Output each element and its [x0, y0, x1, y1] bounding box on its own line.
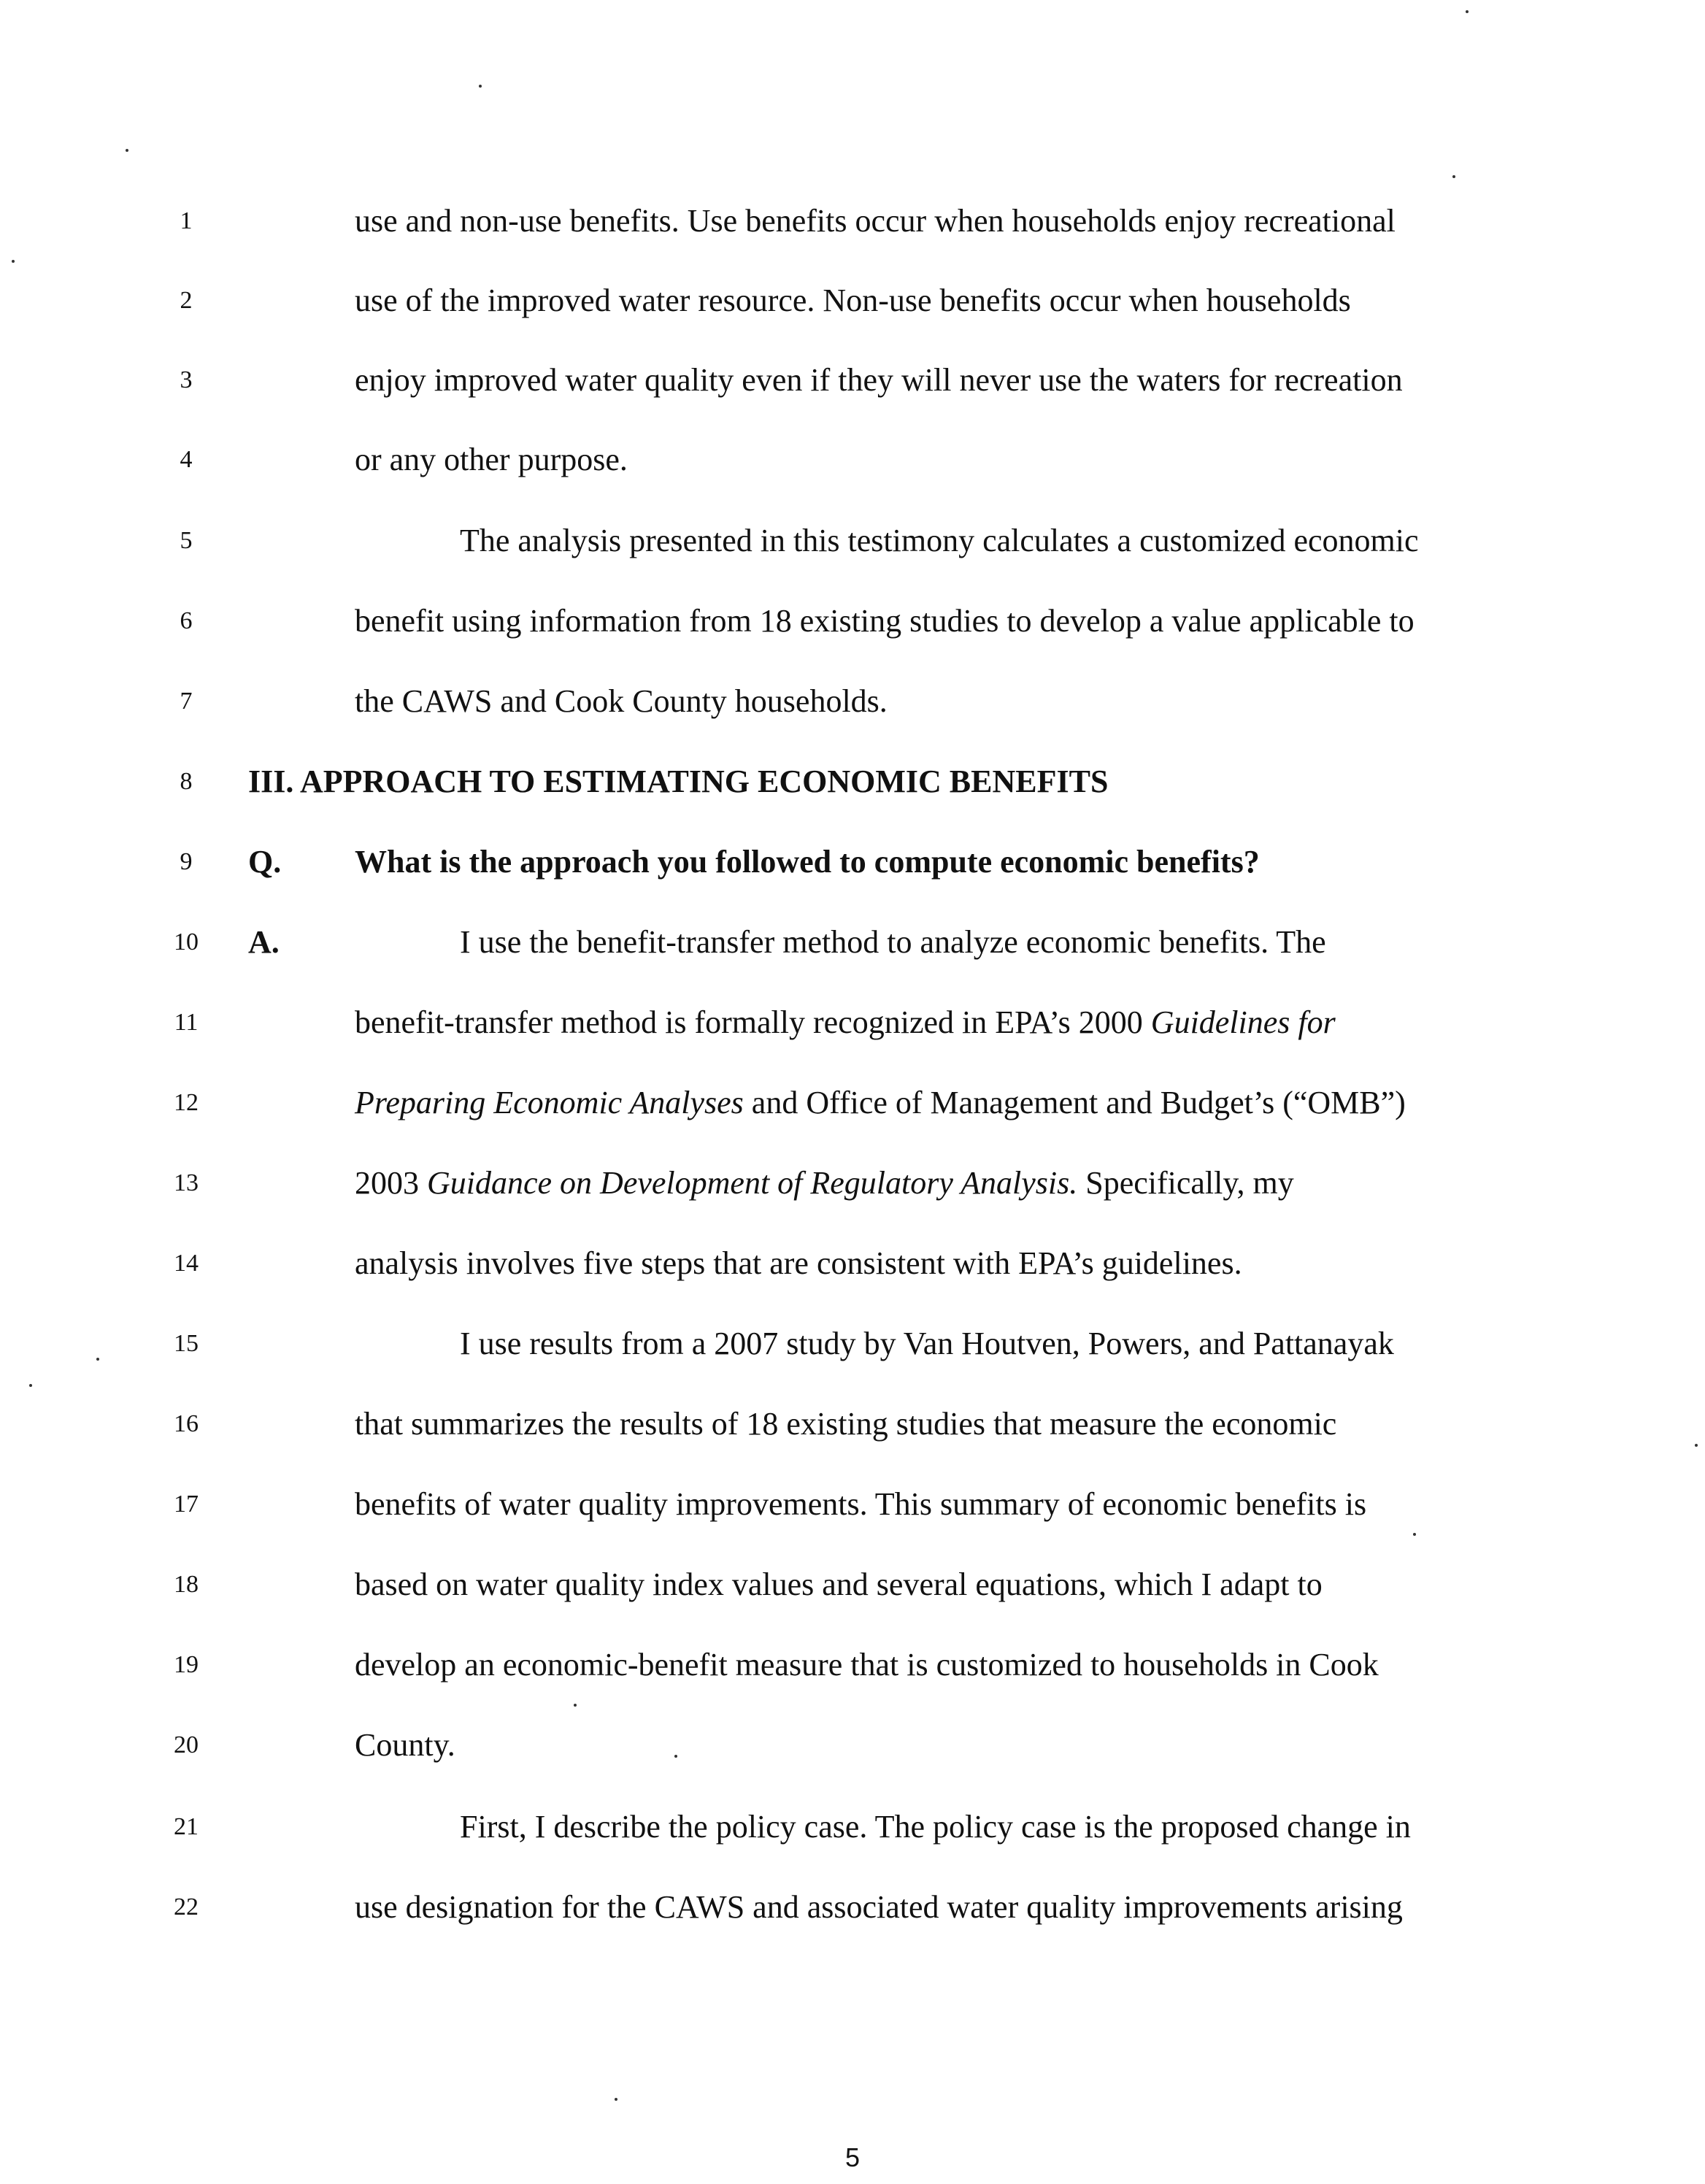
scan-speck: [1452, 175, 1455, 178]
line-number: 13: [174, 1169, 199, 1196]
line-text-plain: 2003: [355, 1165, 427, 1201]
line-number: 1: [180, 207, 193, 234]
line-number: 4: [180, 446, 193, 473]
line-text: enjoy improved water quality even if they will never use the waters for recreation: [355, 362, 1403, 398]
line-text: [355, 983, 1336, 1063]
citation-title: Preparing Economic Analyses: [355, 1085, 744, 1120]
scan-speck: [126, 149, 128, 152]
scan-speck: [674, 1755, 677, 1758]
line-text: County.: [355, 1727, 455, 1763]
line-number: 21: [174, 1813, 199, 1840]
line-number: 12: [174, 1089, 199, 1116]
text-line: [0, 1625, 1705, 1705]
scan-speck: [96, 1358, 99, 1361]
line-text: that summarizes the results of 18 existing studies that measure the economic: [355, 1406, 1337, 1442]
text-line: [0, 661, 1705, 742]
question-text: What is the approach you followed to compute economic benefits?: [355, 844, 1260, 880]
line-number: 7: [180, 688, 193, 715]
scan-speck: [615, 2098, 617, 2101]
line-number: 10: [174, 928, 199, 956]
line-number: 5: [180, 527, 193, 554]
text-line: [0, 1304, 1705, 1384]
line-text: analysis involves five steps that are consistent with EPA’s guidelines.: [355, 1245, 1242, 1281]
scan-speck: [29, 1384, 32, 1387]
text-line: [0, 581, 1705, 661]
text-line: [0, 1545, 1705, 1625]
text-line: [0, 1867, 1705, 1947]
line-number: 22: [174, 1893, 199, 1920]
question-label: Q.: [248, 844, 282, 880]
line-number: 16: [174, 1410, 199, 1437]
answer-label: A.: [248, 924, 280, 960]
line-text: based on water quality index values and several equations, which I adapt to: [355, 1566, 1323, 1602]
text-line: [0, 340, 1705, 420]
line-text: the CAWS and Cook County households.: [355, 683, 888, 719]
line-number: 14: [174, 1250, 199, 1277]
line-text-plain: Specifically, my: [1077, 1165, 1294, 1201]
text-line: [0, 983, 1705, 1063]
line-text: use of the improved water resource. Non-use benefits occur when households: [355, 282, 1351, 318]
line-number: 17: [174, 1491, 199, 1518]
line-text: benefit using information from 18 existing studies to develop a value applicable to: [355, 603, 1415, 639]
text-line: [0, 1063, 1705, 1143]
line-number: 19: [174, 1651, 199, 1678]
text-line: [0, 261, 1705, 341]
line-text: use and non-use benefits. Use benefits occur when households enjoy recreational: [355, 203, 1396, 239]
line-text: [355, 1063, 1406, 1143]
line-text: benefits of water quality improvements. This summary of economic benefits is: [355, 1486, 1367, 1522]
line-text: I use results from a 2007 study by Van Houtven, Powers, and Pattanayak: [460, 1326, 1394, 1361]
text-line: [0, 1384, 1705, 1464]
text-line: [0, 1787, 1705, 1867]
line-text: The analysis presented in this testimony calculates a customized economic: [460, 523, 1419, 558]
scan-speck: [574, 1704, 577, 1707]
text-line: [0, 420, 1705, 500]
scan-speck: [1695, 1444, 1698, 1447]
line-text: develop an economic-benefit measure that is customized to households in Cook: [355, 1647, 1379, 1683]
line-number: 8: [180, 768, 193, 795]
text-line: [0, 1705, 1705, 1785]
text-line: [0, 1143, 1705, 1223]
answer-line: [0, 902, 1705, 983]
line-text-plain: benefit-transfer method is formally recognized in EPA’s 2000: [355, 1004, 1151, 1040]
line-text: [355, 1143, 1294, 1223]
section-heading-line: [0, 742, 1705, 822]
line-text: First, I describe the policy case. The policy case is the proposed change in: [460, 1809, 1411, 1845]
text-line: [0, 1464, 1705, 1545]
line-number: 9: [180, 848, 193, 875]
line-text: I use the benefit-transfer method to analyze economic benefits. The: [460, 924, 1326, 960]
line-text: or any other purpose.: [355, 442, 628, 477]
text-line: [0, 1223, 1705, 1304]
line-number: 15: [174, 1330, 199, 1357]
page-number: 5: [844, 2142, 861, 2172]
text-line: [0, 501, 1705, 581]
line-text-plain: and Office of Management and Budget’s (“OMB”): [743, 1085, 1406, 1120]
line-number: 2: [180, 287, 193, 314]
question-line: [0, 822, 1705, 902]
line-number: 6: [180, 607, 193, 634]
scan-speck: [1466, 10, 1469, 13]
line-text: use designation for the CAWS and associated water quality improvements arising: [355, 1889, 1403, 1925]
scan-speck: [1413, 1533, 1416, 1536]
citation-title: Guidance on Development of Regulatory Analysis.: [427, 1165, 1078, 1201]
text-line: [0, 181, 1705, 261]
line-number: 18: [174, 1571, 199, 1598]
section-heading: III. APPROACH TO ESTIMATING ECONOMIC BENEFITS: [248, 764, 1109, 799]
citation-title: Guidelines for: [1150, 1004, 1336, 1040]
line-number: 11: [174, 1009, 199, 1036]
line-number: 3: [180, 366, 193, 393]
scan-speck: [12, 260, 15, 263]
line-number: 20: [174, 1731, 199, 1758]
scan-speck: [479, 85, 482, 88]
